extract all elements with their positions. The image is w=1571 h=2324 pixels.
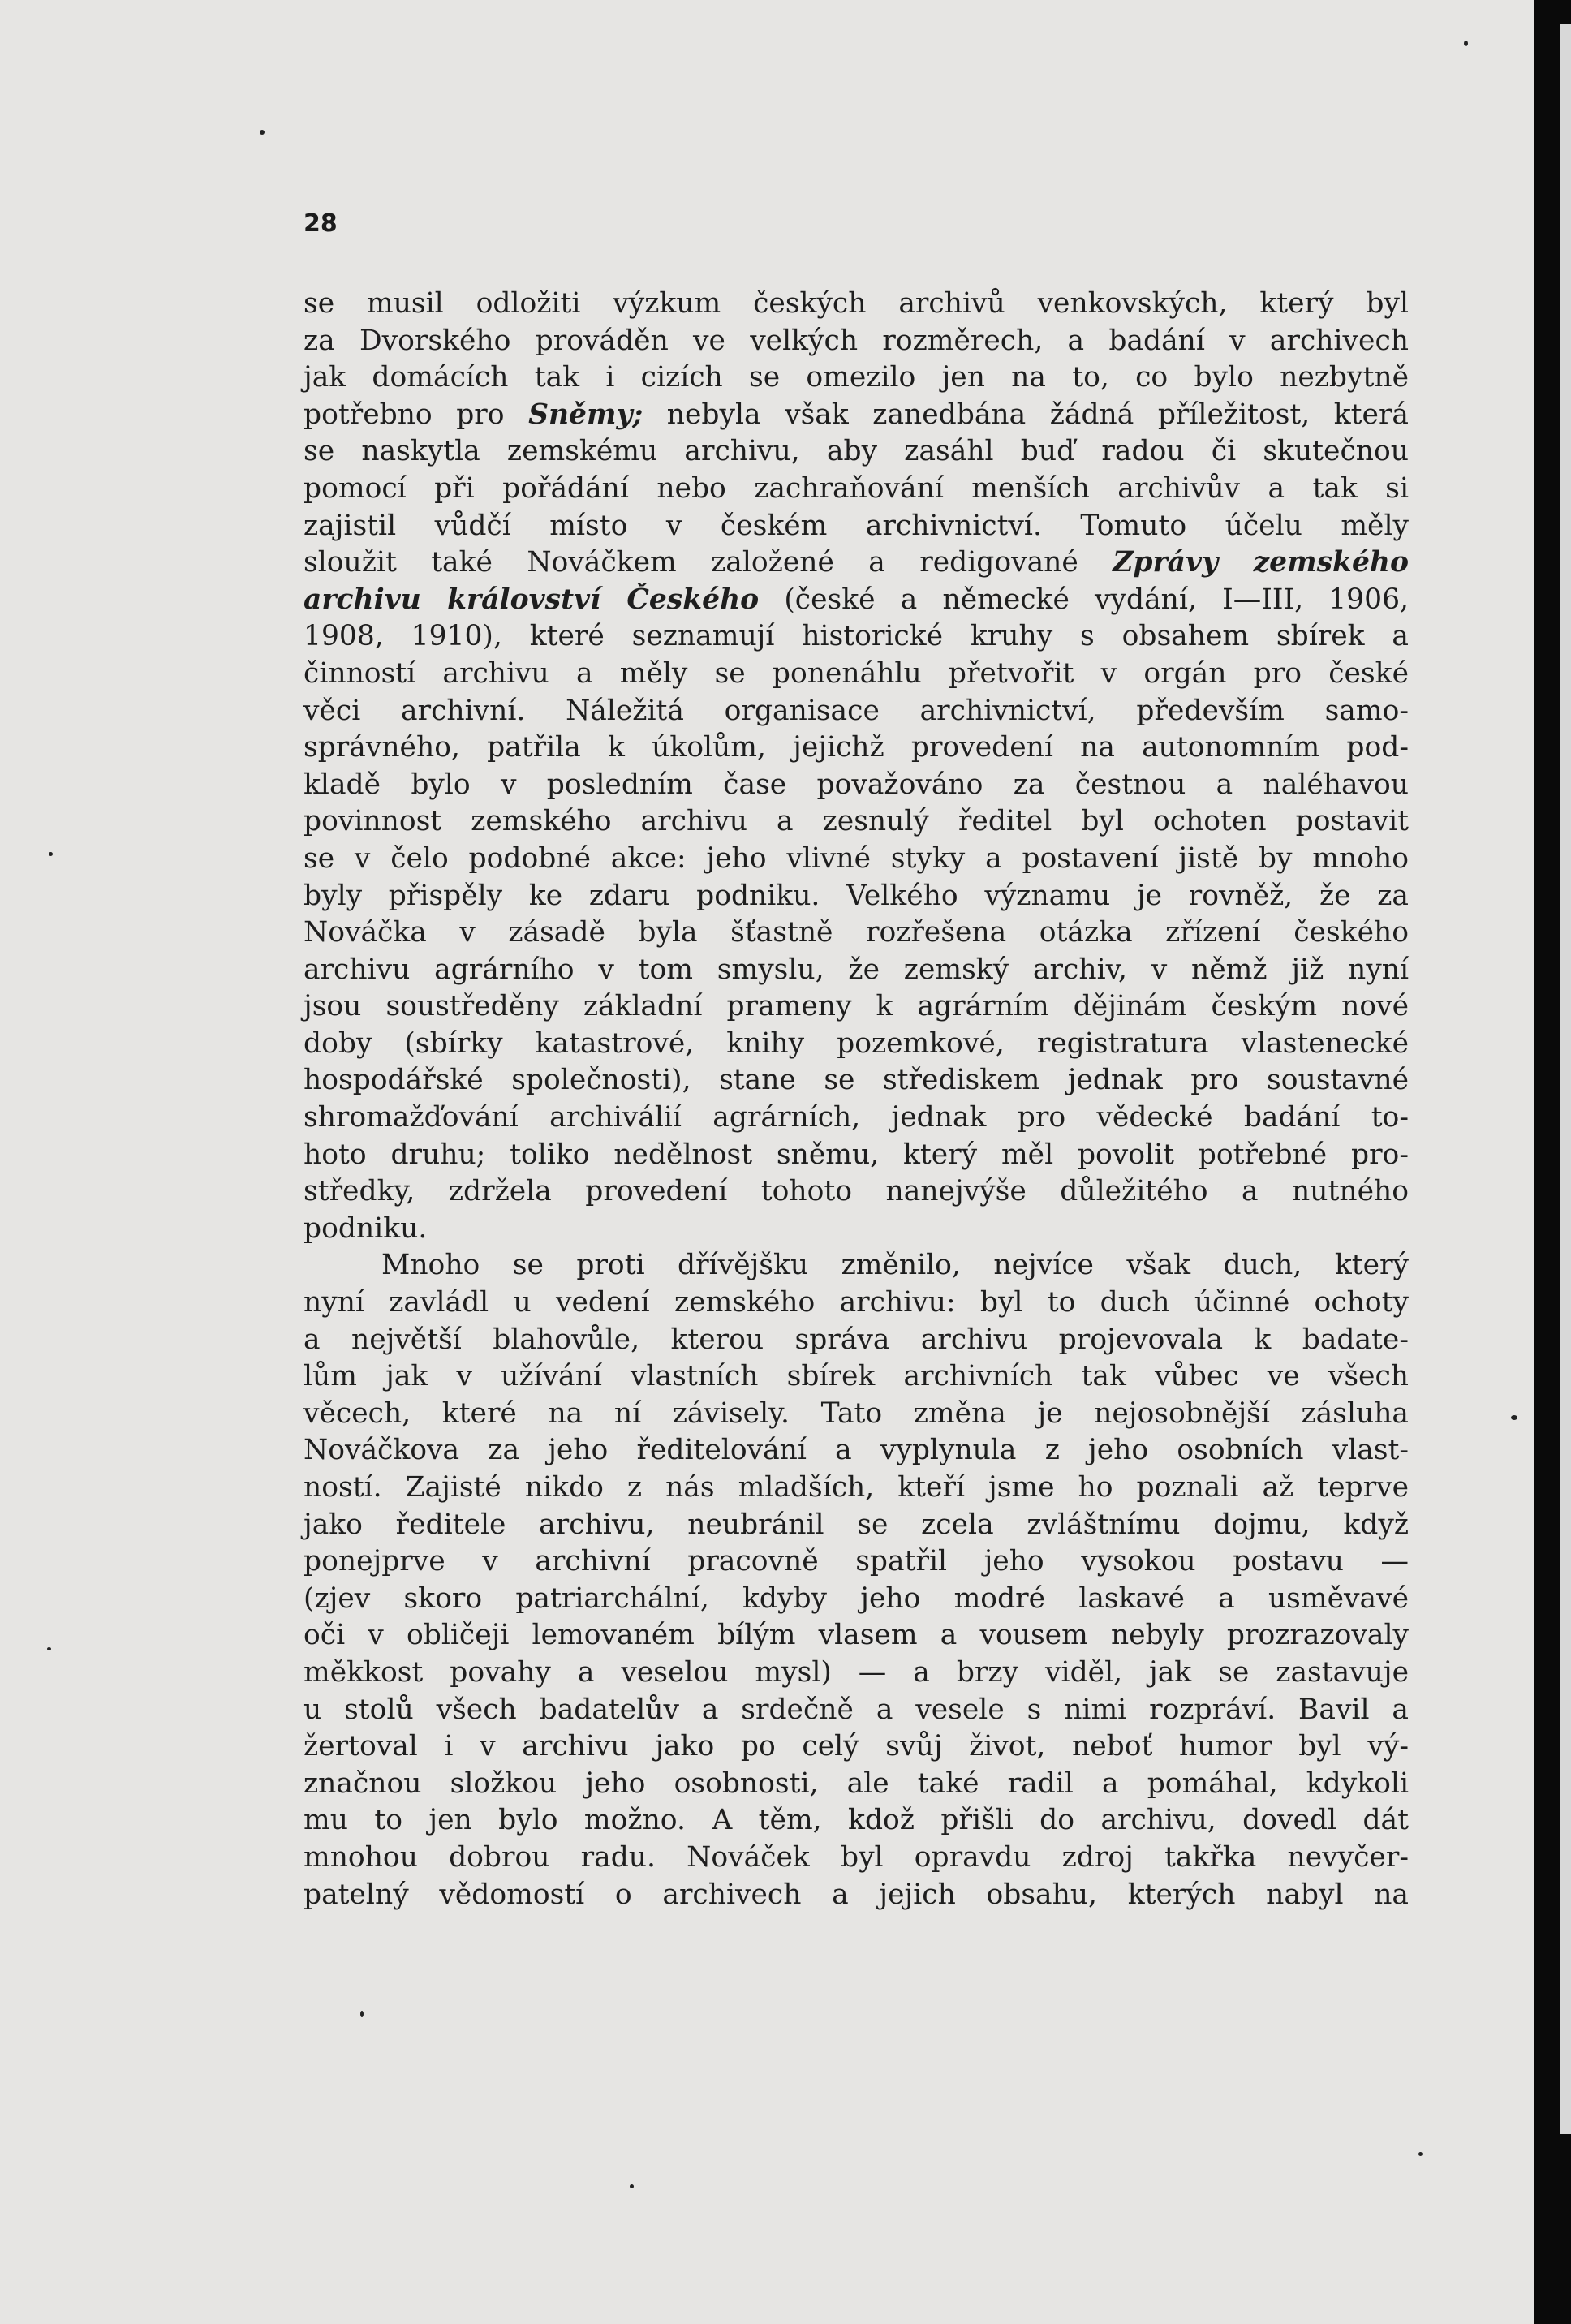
italic-title-archivu: archivu království Českého: [303, 583, 760, 616]
body-text: [303, 286, 1409, 1913]
text-line: hospodářské společnosti), stane se střediskem jednak pro soustavné: [303, 1064, 1409, 1097]
text-line: měkkost povahy a veselou mysl) — a brzy viděl, jak se zastavuje: [303, 1655, 1409, 1689]
dust-speck: [49, 852, 53, 856]
text-line: věci archivní. Náležitá organisace archivnictví, především samo-: [303, 694, 1409, 727]
text-line: značnou složkou jeho osobnosti, ale také radil a pomáhal, kdykoli: [303, 1767, 1409, 1800]
text-line: doby (sbírky katastrové, knihy pozemkové, registratura vlastenecké: [303, 1026, 1409, 1060]
text-line: žertoval i v archivu jako po celý svůj život, neboť humor byl vý-: [303, 1730, 1409, 1763]
text-line: [303, 582, 1409, 619]
dust-speck: [260, 130, 265, 135]
text-line: u stolů všech badatelův a srdečně a vesele s nimi rozpráví. Bavil a: [303, 1693, 1409, 1726]
text-line: se naskytla zemskému archivu, aby zasáhl buď radou či skutečnou: [303, 435, 1409, 468]
dust-speck: [630, 2184, 634, 2188]
page-number: 28: [303, 209, 338, 238]
text-line: oči v obličeji lemovaném bílým vlasem a vousem nebyly prozrazovaly: [303, 1619, 1409, 1652]
text-line: povinnost zemského archivu a zesnulý ředitel byl ochoten postavit: [303, 805, 1409, 838]
text-line: se v čelo podobné akce: jeho vlivné styky a postavení jistě by mnoho: [303, 841, 1409, 875]
italic-title-zpravy: Zprávy zemského: [1113, 546, 1409, 579]
text-line: kladě bylo v posledním čase považováno za čestnou a naléhavou: [303, 768, 1409, 801]
text-line: [303, 397, 1409, 434]
text-line: činností archivu a měly se ponenáhlu přetvořit v orgán pro české: [303, 656, 1409, 690]
dust-speck: [360, 2011, 364, 2017]
text-line: [303, 544, 1409, 582]
text-line: zajistil vůdčí místo v českém archivnictví. Tomuto účelu měly: [303, 509, 1409, 542]
text-line: 1908, 1910), které seznamují historické kruhy s obsahem sbírek a: [303, 620, 1409, 653]
text-line: ností. Zajisté nikdo z nás mladších, kteří jsme ho poznali až teprve: [303, 1471, 1409, 1504]
text-line: mnohou dobrou radu. Nováček byl opravdu zdroj takřka nevyčer-: [303, 1840, 1409, 1874]
text-line: se musil odložiti výzkum českých archivů venkovských, který byl: [303, 287, 1409, 320]
text-line: archivu agrárního v tom smyslu, že zemský archiv, v němž již nyní: [303, 953, 1409, 986]
text-line: (zjev skoro patriarchální, kdyby jeho modré laskavé a usměvavé: [303, 1582, 1409, 1615]
dust-speck: [1418, 2152, 1423, 2156]
text-line: lům jak v užívání vlastních sbírek archivních tak vůbec ve všech: [303, 1360, 1409, 1393]
text-line: Nováčkova za jeho ředitelování a vyplynula z jeho osobních vlast-: [303, 1434, 1409, 1467]
text-fragment: sloužit také Nováčkem založené a redigované: [303, 546, 1113, 579]
text-line: věcech, které na ní závisely. Tato změna je nejosobnější zásluha: [303, 1397, 1409, 1430]
text-line: správného, patřila k úkolům, jejichž provedení na autonomním pod-: [303, 731, 1409, 764]
text-line: jako ředitele archivu, neubránil se zcela zvláštnímu dojmu, když: [303, 1508, 1409, 1541]
dust-speck: [47, 1647, 51, 1650]
text-fragment: potřebno pro: [303, 398, 529, 431]
text-fragment: (české a německé vydání, I—III, 1906,: [759, 583, 1409, 616]
text-line: jak domácích tak i cizích se omezilo jen na to, co bylo nezbytně: [303, 361, 1409, 394]
text-fragment: nebyla však zanedbána žádná příležitost, která: [643, 398, 1410, 431]
text-line: byly přispěly ke zdaru podniku. Velkého významu je rovněž, že za: [303, 879, 1409, 912]
text-line: podniku.: [303, 1211, 428, 1245]
text-line: pomocí při pořádání nebo zachraňování menších archivův a tak si: [303, 471, 1409, 505]
scan-edge-line: [1560, 24, 1571, 2134]
text-line: a největší blahovůle, kterou správa archivu projevovala k badate-: [303, 1323, 1409, 1356]
text-line: za Dvorského prováděn ve velkých rozměrech, a badání v archivech: [303, 324, 1409, 357]
text-line: Mnoho se proti dřívějšku změnilo, nejvíce však duch, který: [381, 1249, 1409, 1282]
text-line: středky, zdržela provedení tohoto nanejvýše důležitého a nutného: [303, 1175, 1409, 1208]
italic-title-snemy: Sněmy;: [528, 398, 643, 431]
text-line: shromažďování archiválií agrárních, jednak pro vědecké badání to-: [303, 1101, 1409, 1134]
text-line: Nováčka v zásadě byla šťastně rozřešena otázka zřízení českého: [303, 916, 1409, 949]
text-line: nyní zavládl u vedení zemského archivu: byl to duch účinné ochoty: [303, 1286, 1409, 1319]
text-line: ponejprve v archivní pracovně spatřil jeho vysokou postavu —: [303, 1545, 1409, 1578]
text-line: patelný vědomostí o archivech a jejich obsahu, kterých nabyl na: [303, 1878, 1409, 1911]
text-line: hoto druhu; toliko nedělnost sněmu, který měl povolit potřebné pro-: [303, 1138, 1409, 1171]
dust-speck: [1464, 41, 1468, 46]
text-line: jsou soustředěny základní prameny k agrárním dějinám českým nové: [303, 990, 1409, 1023]
dust-speck: [1511, 1415, 1517, 1420]
text-line: mu to jen bylo možno. A těm, kdož přišli do archivu, dovedl dát: [303, 1804, 1409, 1837]
